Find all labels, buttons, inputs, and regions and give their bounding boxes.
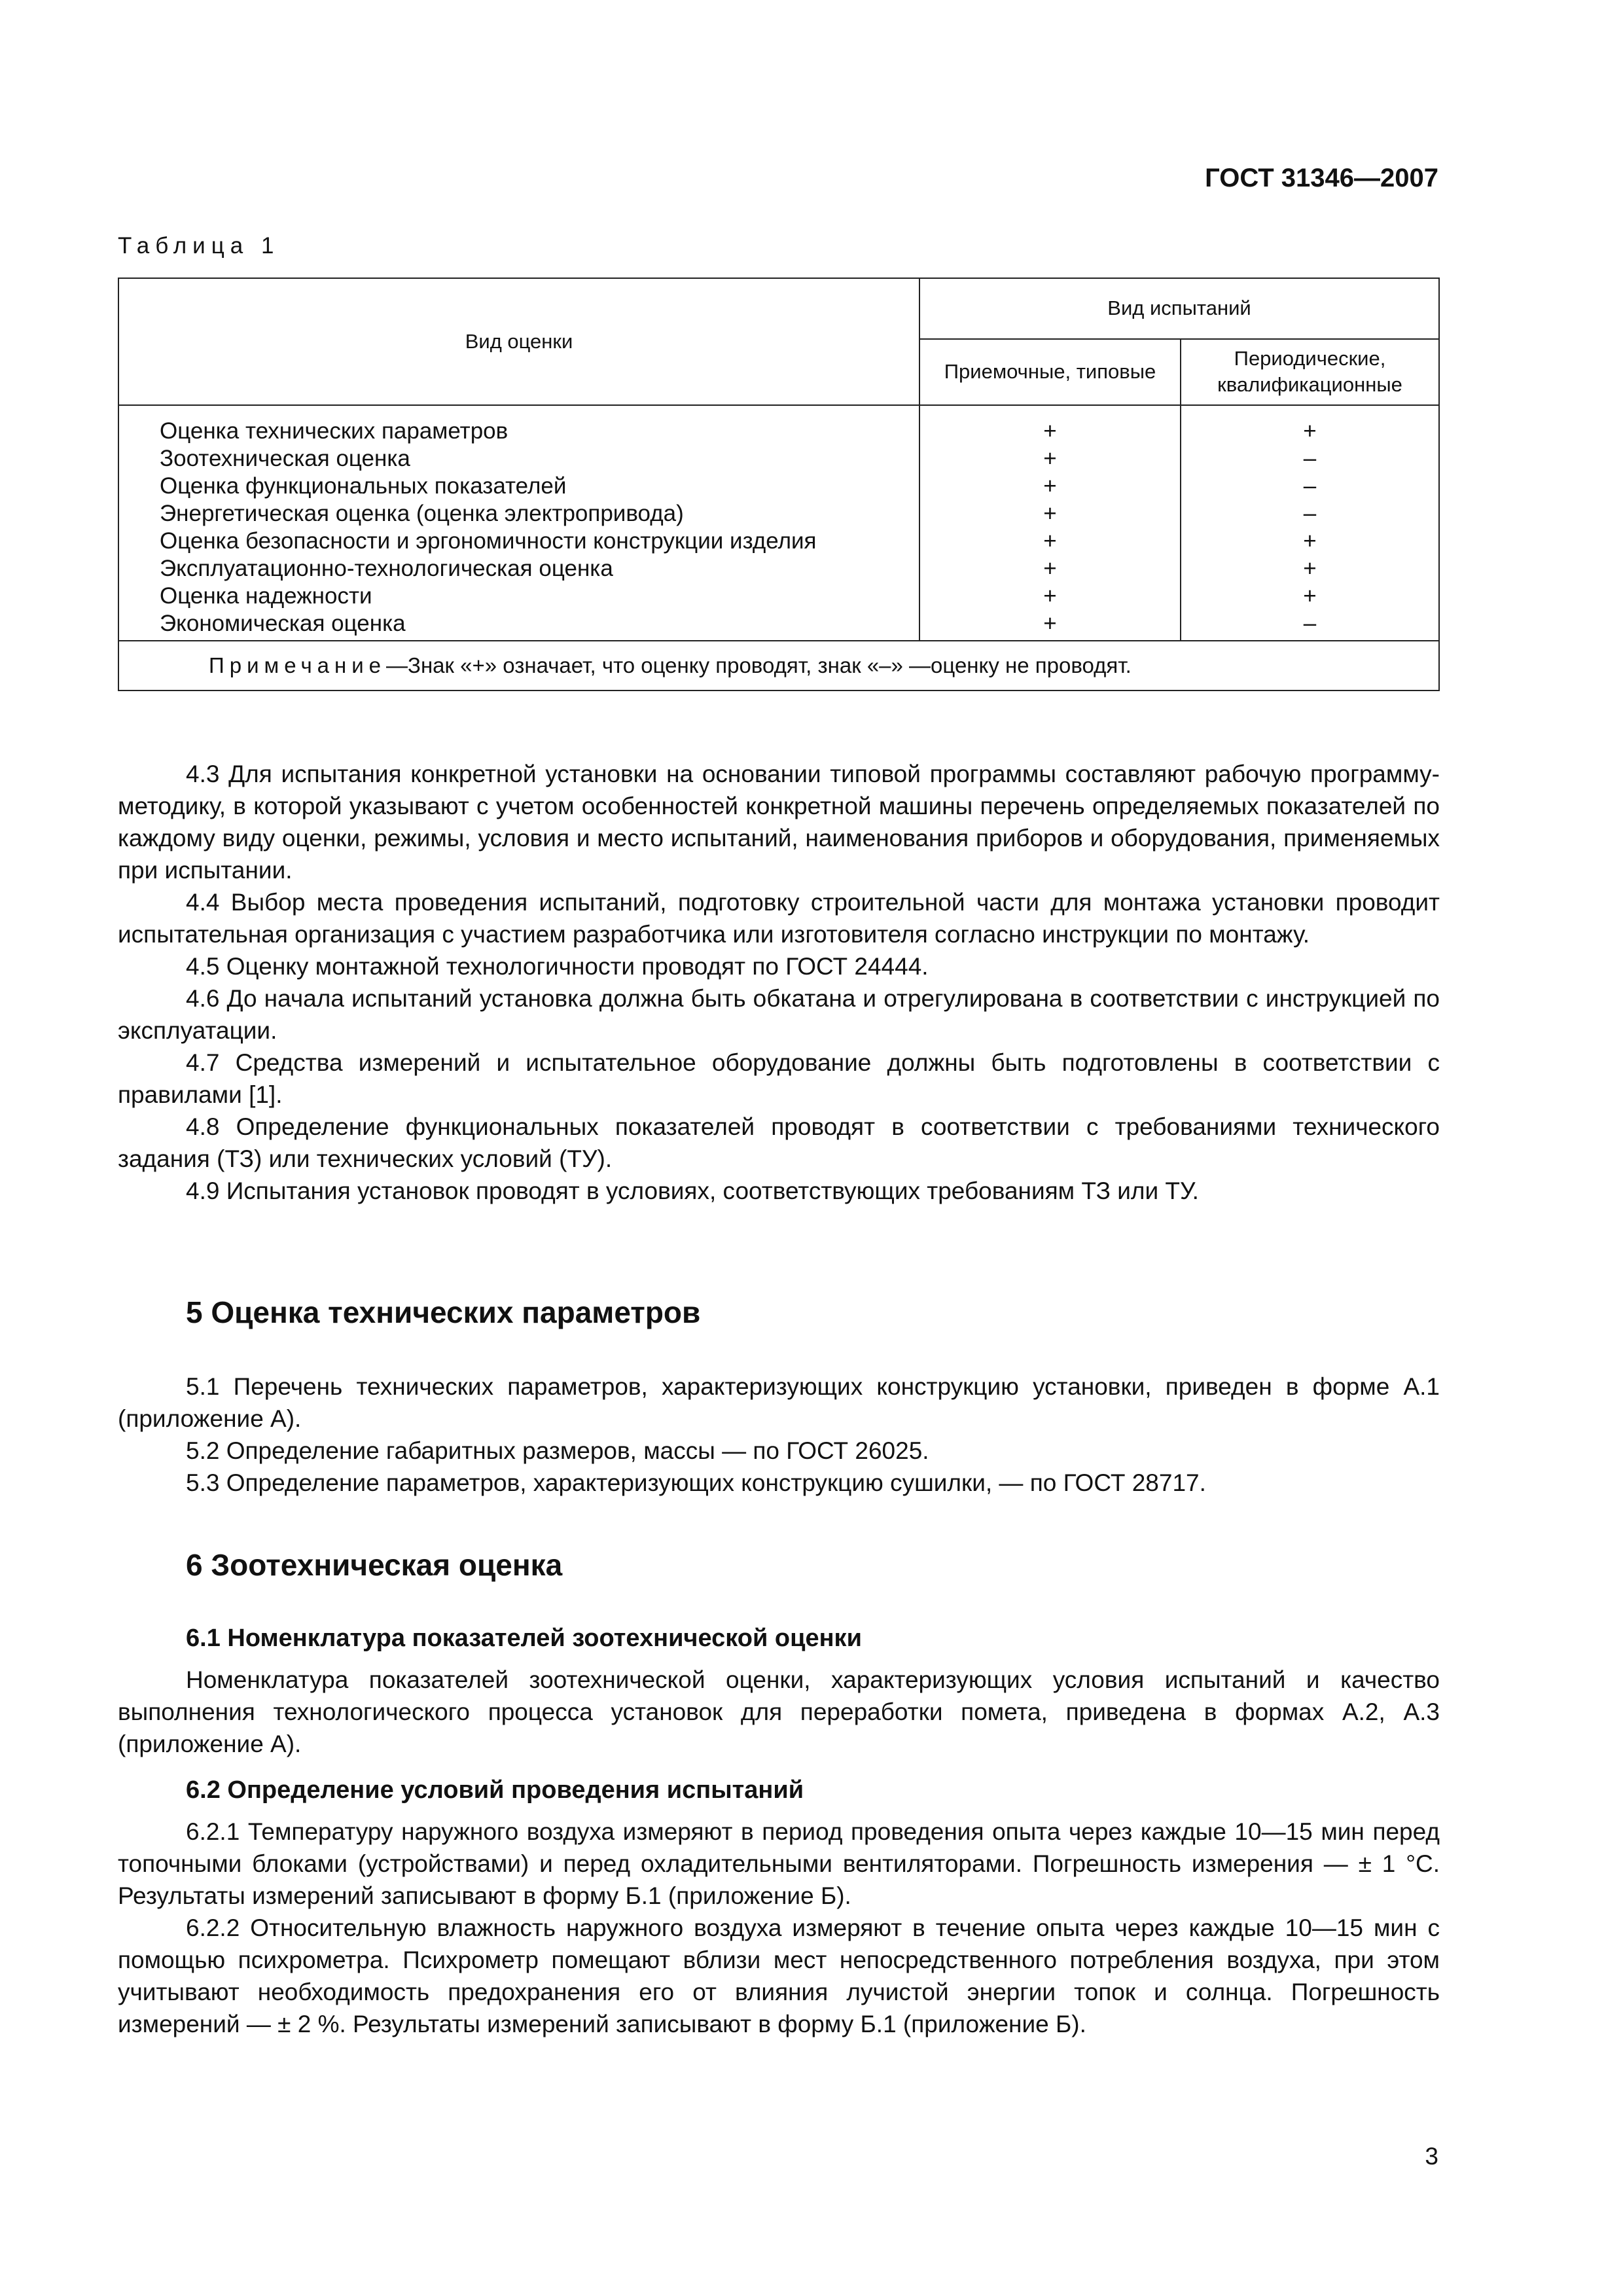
- row-name: Оценка надежности: [160, 583, 372, 609]
- paragraph-4-3: 4.3 Для испытания конкретной установки на основании типовой программы составляют рабочую программу-методику, в которой указывают с учетом особенностей конкретной машины перечень определяемых показателей по каждому виду оценки, режимы, условия и место испытаний, наименования приборов и оборудования, применяемых при испытании.: [118, 761, 1440, 884]
- header-assessment-type: Вид оценки: [118, 278, 919, 405]
- row-name: Оценка функциональных показателей: [160, 473, 567, 499]
- mark-periodic: +: [1303, 528, 1317, 554]
- page-number: 3: [1425, 2143, 1438, 2170]
- paragraph-4-9: 4.9 Испытания установок проводят в условиях, соответствующих требованиям ТЗ или ТУ.: [186, 1177, 1199, 1204]
- mark-acceptance: +: [1043, 418, 1057, 444]
- header-periodic: Периодические, квалификационные: [1181, 339, 1439, 405]
- row-name: Эксплуатационно-технологическая оценка: [160, 556, 613, 581]
- paragraph-4-8: 4.8 Определение функциональных показателей проводят в соответствии с требованиями технического задания (ТЗ) или технических условий (ТУ).: [118, 1113, 1440, 1172]
- mark-periodic: –: [1303, 473, 1317, 499]
- mark-acceptance: +: [1043, 556, 1057, 581]
- paragraph-4-5: 4.5 Оценку монтажной технологичности проводят по ГОСТ 24444.: [186, 953, 929, 980]
- paragraph-4-4: 4.4 Выбор места проведения испытаний, подготовку строительной части для монтажа установки проводит испытательная организация с участием разработчика или изготовителя согласно инструкции по монтажу.: [118, 889, 1440, 948]
- mark-periodic: +: [1303, 583, 1317, 609]
- mark-acceptance: +: [1043, 611, 1057, 636]
- acceptance-marks-cell: [919, 405, 1181, 641]
- subsection-6-1-text: [118, 1664, 1440, 1760]
- section-4-text: [118, 758, 1440, 1207]
- subsection-6-1-heading: 6.1 Номенклатура показателей зоотехнической оценки: [186, 1624, 862, 1652]
- mark-acceptance: +: [1043, 501, 1057, 526]
- mark-periodic: –: [1303, 501, 1317, 526]
- row-name: Оценка безопасности и эргономичности конструкции изделия: [160, 528, 817, 554]
- row-name: Экономическая оценка: [160, 611, 406, 636]
- row-name: Оценка технических параметров: [160, 418, 508, 444]
- header-test-types: Вид испытаний: [919, 278, 1439, 339]
- assessment-table: [118, 278, 1440, 691]
- paragraph-5-2: 5.2 Определение габаритных размеров, массы — по ГОСТ 26025.: [186, 1437, 929, 1464]
- row-name: Энергетическая оценка (оценка электропривода): [160, 501, 684, 526]
- row-name: Зоотехническая оценка: [160, 446, 410, 471]
- paragraph-4-6: 4.6 До начала испытаний установка должна быть обкатана и отрегулирована в соответствии с инструкцией по эксплуатации.: [118, 985, 1440, 1044]
- mark-acceptance: +: [1043, 473, 1057, 499]
- header-acceptance: Приемочные, типовые: [919, 339, 1181, 405]
- paragraph-6-2-1: 6.2.1 Температуру наружного воздуха измеряют в период проведения опыта через каждые 10—15 мин перед топочными блоками (устройствами) и перед охладительными вентиляторами. Погрешность измерения — ± 1 °С. Результаты измерений записывают в форму Б.1 (приложение Б).: [118, 1818, 1440, 1909]
- subsection-6-2-text: [118, 1816, 1440, 2040]
- paragraph-6-1: Номенклатура показателей зоотехнической оценки, характеризующих условия испытаний и качество выполнения технологического процесса установок для переработки помета, приведена в формах А.2, А.3 (приложение А).: [118, 1666, 1440, 1757]
- mark-acceptance: +: [1043, 528, 1057, 554]
- mark-periodic: +: [1303, 418, 1317, 444]
- paragraph-5-1: 5.1 Перечень технических параметров, характеризующих конструкцию установки, приведен в форме А.1 (приложение А).: [118, 1373, 1440, 1432]
- periodic-marks-cell: [1181, 405, 1439, 641]
- paragraph-4-7: 4.7 Средства измерений и испытательное оборудование должны быть подготовлены в соответствии с правилами [1].: [118, 1049, 1440, 1108]
- section-6-heading: 6 Зоотехническая оценка: [186, 1548, 563, 1582]
- mark-periodic: +: [1303, 556, 1317, 581]
- table-caption: Таблица 1: [118, 233, 280, 259]
- table-note: [118, 641, 1439, 691]
- section-5-heading: 5 Оценка технических параметров: [186, 1295, 701, 1329]
- paragraph-6-2-2: 6.2.2 Относительную влажность наружного воздуха измеряют в течение опыта через каждые 10—15 мин с помощью психрометра. Психрометр помещают вблизи мест непосредственного потребления воздуха, при этом учитывают необходимость предохранения его от влияния лучистой энергии топок и солнца. Погрешность измерений — ± 2 %. Результаты измерений записывают в форму Б.1 (приложение Б).: [118, 1914, 1440, 2037]
- note-text: —Знак «+» означает, что оценку проводят, знак «–» —оценку не проводят.: [386, 653, 1132, 677]
- note-label: Примечание: [209, 653, 387, 677]
- document-code: ГОСТ 31346—2007: [1205, 164, 1438, 192]
- mark-periodic: –: [1303, 611, 1317, 636]
- mark-acceptance: +: [1043, 583, 1057, 609]
- mark-acceptance: +: [1043, 446, 1057, 471]
- assessment-names-cell: [118, 405, 919, 641]
- section-5-text: [118, 1371, 1440, 1499]
- subsection-6-2-heading: 6.2 Определение условий проведения испытаний: [186, 1776, 804, 1804]
- mark-periodic: –: [1303, 446, 1317, 471]
- paragraph-5-3: 5.3 Определение параметров, характеризующих конструкцию сушилки, — по ГОСТ 28717.: [186, 1469, 1206, 1496]
